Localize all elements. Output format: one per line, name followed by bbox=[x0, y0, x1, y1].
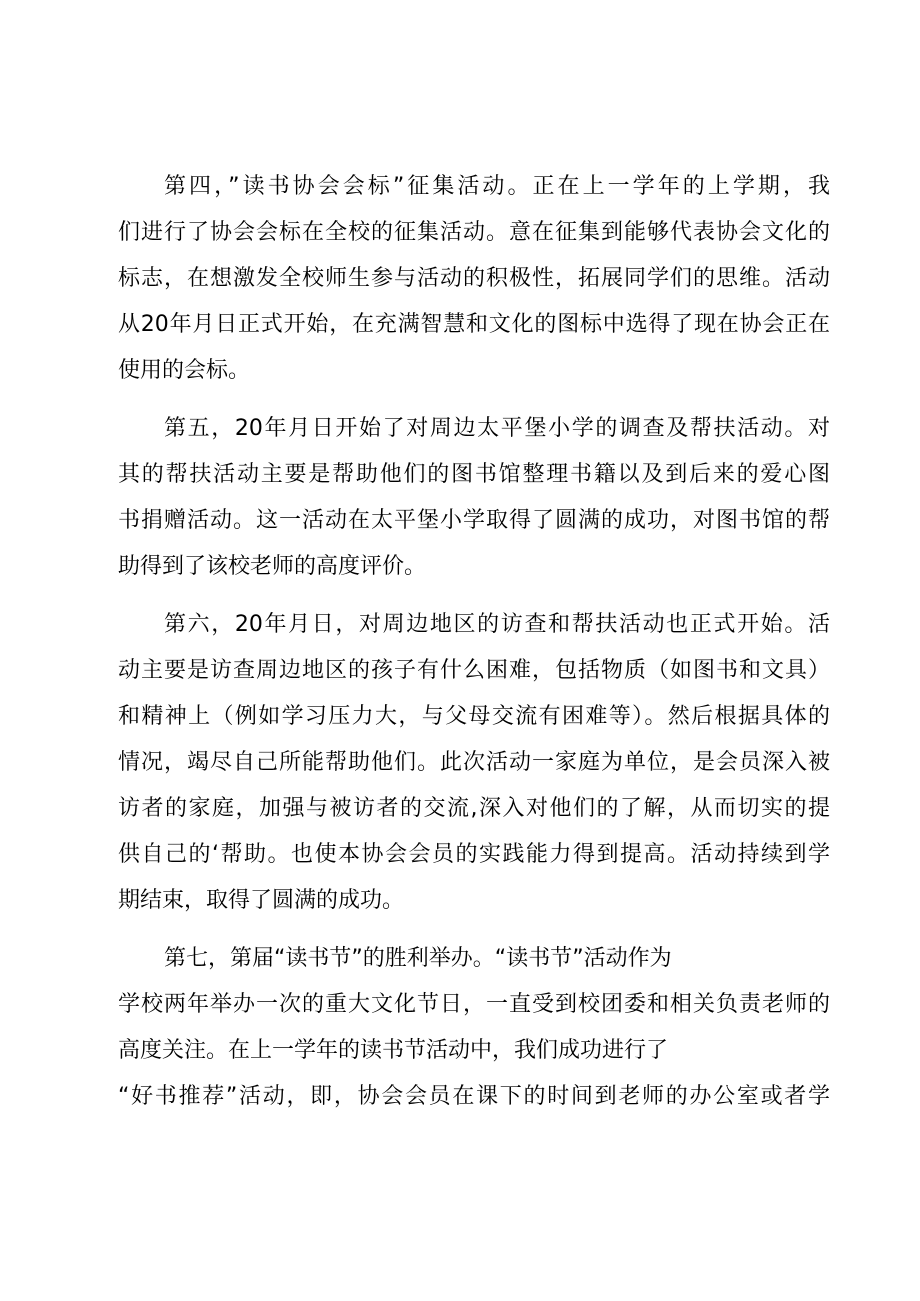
text-line: “好书推荐”活动，即，协会会员在课下的时间到老师的办公室或者学 bbox=[118, 1084, 830, 1109]
text-line: 供自己的‘帮助。也使本协会会员的实践能力得到提高。活动持续到学 bbox=[118, 842, 830, 867]
text-line: 书捐赠活动。这一活动在太平堡小学取得了圆满的成功，对图书馆的帮 bbox=[118, 508, 830, 533]
text-line: 和精神上（例如学习压力大，与父母交流有困难等）。然后根据具体的 bbox=[118, 704, 830, 729]
text-line: 从20年月日正式开始，在充满智慧和文化的图标中选得了现在协会正在 bbox=[118, 312, 830, 337]
document-body bbox=[118, 164, 830, 1132]
text-line: 助得到了该校老师的高度评价。 bbox=[118, 554, 427, 579]
text-line: 动主要是访查周边地区的孩子有什么困难，包括物质（如图书和文具） bbox=[118, 658, 830, 683]
text-line: 情况，竭尽自己所能帮助他们。此次活动一家庭为单位，是会员深入被 bbox=[118, 750, 830, 775]
paragraph-seventh bbox=[118, 936, 830, 1120]
paragraph-fifth bbox=[118, 406, 830, 590]
text-line: 第五，20年月日开始了对周边太平堡小学的调查及帮扶活动。对 bbox=[164, 416, 830, 441]
text-line: 标志，在想激发全校师生参与活动的积极性，拓展同学们的思维。活动 bbox=[118, 266, 830, 291]
text-line: 访者的家庭，加强与被访者的交流,深入对他们的了解，从而切实的提 bbox=[118, 796, 830, 821]
text-line: 使用的会标。 bbox=[118, 358, 251, 383]
text-line: 们进行了协会会标在全校的征集活动。意在征集到能够代表协会文化的 bbox=[118, 220, 830, 245]
text-line: 第七，第届“读书节”的胜利举办。“读书节”活动作为 bbox=[164, 946, 672, 971]
text-line: 期结束，取得了圆满的成功。 bbox=[118, 888, 405, 913]
text-line: 学校两年举办一次的重大文化节日，一直受到校团委和相关负责老师的 bbox=[118, 992, 830, 1017]
text-line: 第六，20年月日，对周边地区的访查和帮扶活动也正式开始。活 bbox=[164, 612, 830, 637]
paragraph-sixth bbox=[118, 602, 830, 924]
text-line: 第四，”读书协会会标”征集活动。正在上一学年的上学期，我 bbox=[164, 174, 830, 199]
text-line: 其的帮扶活动主要是帮助他们的图书馆整理书籍以及到后来的爱心图 bbox=[118, 462, 830, 487]
paragraph-fourth bbox=[118, 164, 830, 394]
text-line: 高度关注。在上一学年的读书节活动中，我们成功进行了 bbox=[118, 1038, 669, 1063]
